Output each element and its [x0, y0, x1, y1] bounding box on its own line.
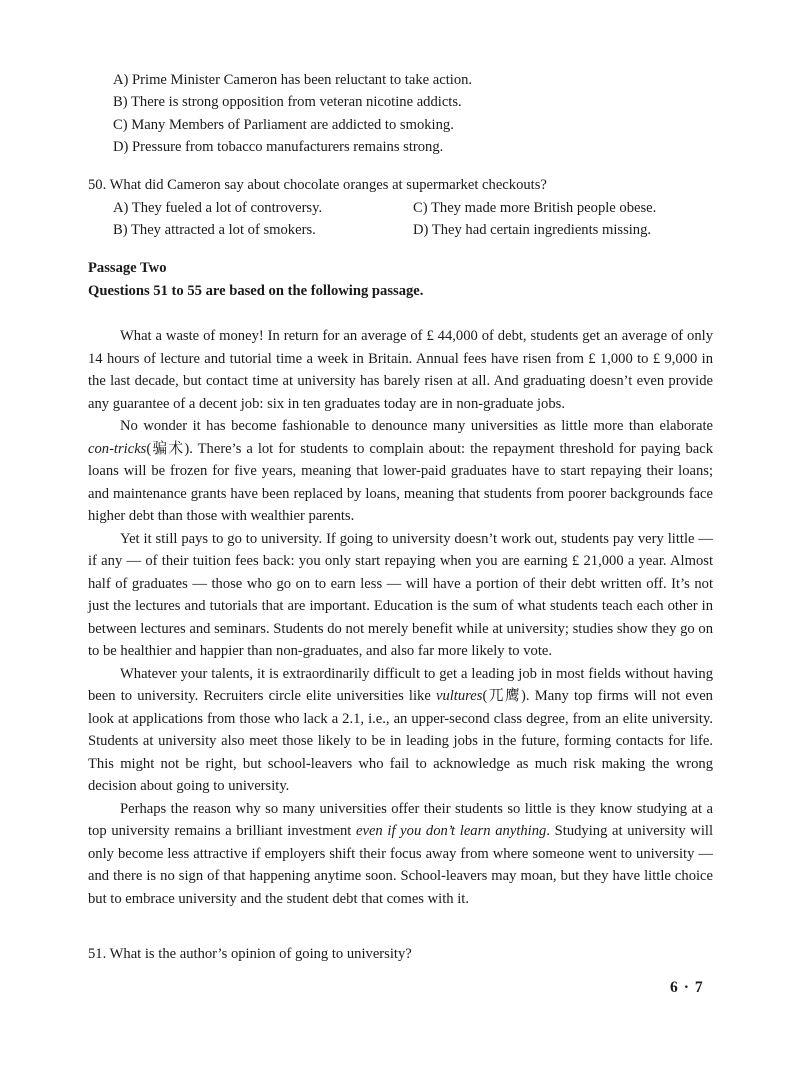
page-number-separator: ·: [683, 979, 689, 996]
paragraph-4: [88, 663, 713, 798]
passage-title: Passage Two: [88, 260, 167, 276]
passage-body: [88, 325, 713, 910]
q50-option-d: D) They had certain ingredients missing.: [413, 222, 652, 238]
page-number: [670, 979, 703, 997]
paragraph-4-text: Whatever your talents, it is extraordinarily difficult to get a leading job in most fields without having been to university. Recruiters circle elite universities like: [88, 665, 713, 704]
paragraph-1: What a waste of money! In return for an average of £ 44,000 of debt, students get an average of only 14 hours of lecture and tutorial time a week in Britain. Annual fees have risen from £ 1,000 to £ 9,000 in the last decade, but contact time at university has barely risen at all. And graduating doesn’t even provide any guarantee of a decent job: six in ten graduates today are in non-graduate jobs.: [88, 328, 713, 412]
q50-option-c: C) They made more British people obese.: [413, 200, 657, 216]
emphasis-phrase: even if you don’t learn anything: [355, 823, 547, 839]
paragraph-3: Yet it still pays to go to university. If going to university doesn’t work out, students pay very little — if any — of their tuition fees back: you only start repaying when you are earning £ 21,000 a year. Almost half of graduates — those who go on to earn less — will have a portion of their debt written off. It’s not just the lectures and tutorials that are important. Education is the sum of what students teach each other in between lectures and seminars. Students do not merely benefit while at university; studies show they go on to be healthier and happier than non-graduates, and also far more likely to vote.: [88, 530, 713, 659]
paragraph-5-text: Perhaps the reason why so many universities offer their students so little is they know studying at a top university remains a brilliant investment: [88, 800, 713, 839]
q49-option-c: C) Many Members of Parliament are addicted to smoking.: [113, 117, 454, 133]
q51-question: 51. What is the author’s opinion of going to university?: [88, 946, 412, 962]
gloss-vultures: (兀鹰): [482, 688, 526, 704]
glossed-term-con-tricks: con-tricks: [88, 440, 147, 457]
paragraph-5-text-cont: . Studying at university will only become less attractive if employers shift their focus away from where someone went to university — and there is no sign of that happening anytime soon. School-leavers may moan, but they have little choice but to embrace university and the student debt that comes with it.: [88, 823, 714, 907]
paragraph-2-text-cont: . There’s a lot for students to complain about: the repayment threshold for paying back loans will be frozen for five years, meaning that lower-paid graduates have to start repaying their loans; and maintenance grants have been replaced by loans, meaning that students from poorer backgrounds face higher debt than those with wealthier parents.: [88, 440, 713, 524]
gloss-con-tricks: (骗术): [146, 440, 190, 457]
page-number-left: 6: [670, 979, 678, 996]
q49-option-d: D) Pressure from tobacco manufacturers remains strong.: [113, 139, 444, 155]
paragraph-2-text: No wonder it has become fashionable to denounce many universities as little more than elaborate: [120, 418, 713, 434]
paragraph-2: [88, 415, 713, 528]
q50-question: 50. What did Cameron say about chocolate oranges at supermarket checkouts?: [88, 177, 547, 193]
glossed-term-vultures: vultures: [435, 688, 483, 704]
passage-instruction: Questions 51 to 55 are based on the following passage.: [88, 283, 424, 299]
q49-option-a: A) Prime Minister Cameron has been reluctant to take action.: [113, 72, 473, 88]
paragraph-4-text-cont: . Many top firms will not even look at applications from those who lack a 2.1, i.e., an upper-second class degree, from an elite university. Students at university also meet those likely to be in leading jobs in the future, forming contacts for life. This might not be right, but school-leavers who fail to acknowledge as much risk making the wrong decision about going to university.: [88, 688, 713, 794]
q50-option-a: A) They fueled a lot of controversy.: [113, 200, 323, 216]
q49-option-b: B) There is strong opposition from veteran nicotine addicts.: [113, 94, 462, 110]
page-number-right: 7: [694, 979, 703, 996]
paragraph-5: [88, 798, 713, 911]
q50-option-b: B) They attracted a lot of smokers.: [113, 222, 316, 238]
